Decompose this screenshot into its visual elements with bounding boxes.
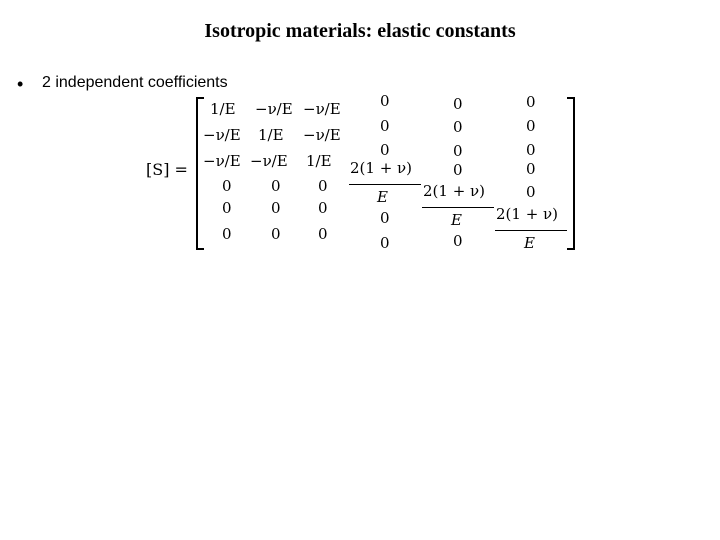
- matrix-cell-r2c6: 0: [526, 117, 536, 135]
- matrix-cell-r4c4-num: 2(1 + ν): [350, 159, 413, 177]
- matrix-cell-r3c3: 1/E: [306, 152, 332, 170]
- matrix-cell-r6c2: 0: [271, 225, 281, 243]
- matrix-cell-r1c5: 0: [453, 95, 463, 113]
- matrix-cell-r4c1: 0: [222, 177, 232, 195]
- matrix-cell-r3c5: 0: [453, 142, 463, 160]
- matrix-cell-r5c4: 0: [380, 209, 390, 227]
- matrix-cell-r5c1: 0: [222, 199, 232, 217]
- matrix-cell-r4c4-den: E: [377, 188, 388, 206]
- matrix-cell-r4c2: 0: [271, 177, 281, 195]
- bullet-text: 2 independent coefficients: [42, 74, 228, 91]
- matrix-right-bracket: [567, 97, 575, 250]
- matrix-cell-r2c1: −ν/E: [203, 126, 241, 144]
- matrix-cell-r6c1: 0: [222, 225, 232, 243]
- slide-title: Isotropic materials: elastic constants: [204, 20, 516, 42]
- matrix-cell-r1c1: 1/E: [210, 100, 236, 118]
- matrix-left-bracket: [196, 97, 204, 250]
- bullet-marker: •: [17, 74, 24, 94]
- matrix-cell-r5c3: 0: [318, 199, 328, 217]
- matrix-cell-r6c6-fraction-bar: [495, 230, 567, 231]
- matrix-lhs: [S] =: [146, 160, 188, 179]
- matrix-cell-r4c5: 0: [453, 161, 463, 179]
- matrix-cell-r1c6: 0: [526, 93, 536, 111]
- matrix-cell-r3c6: 0: [526, 141, 536, 159]
- matrix-cell-r6c4: 0: [380, 234, 390, 252]
- matrix-cell-r6c3: 0: [318, 225, 328, 243]
- matrix-cell-r5c2: 0: [271, 199, 281, 217]
- matrix-cell-r4c4-fraction-bar: [349, 184, 421, 185]
- matrix-cell-r2c4: 0: [380, 117, 390, 135]
- matrix-cell-r1c2: −ν/E: [255, 100, 293, 118]
- matrix-cell-r3c2: −ν/E: [250, 152, 288, 170]
- matrix-cell-r5c5-fraction-bar: [422, 207, 494, 208]
- matrix-cell-r2c3: −ν/E: [303, 126, 341, 144]
- matrix-cell-r1c3: −ν/E: [303, 100, 341, 118]
- matrix-cell-r5c5-den: E: [451, 211, 462, 229]
- matrix-cell-r2c2: 1/E: [258, 126, 284, 144]
- matrix-cell-r3c1: −ν/E: [203, 152, 241, 170]
- matrix-cell-r5c5-num: 2(1 + ν): [423, 182, 486, 200]
- matrix-cell-r3c4: 0: [380, 141, 390, 159]
- matrix-cell-r2c5: 0: [453, 118, 463, 136]
- matrix-cell-r4c3: 0: [318, 177, 328, 195]
- matrix-cell-r6c6-num: 2(1 + ν): [496, 205, 559, 223]
- matrix-cell-r1c4: 0: [380, 92, 390, 110]
- matrix-cell-r4c6: 0: [526, 160, 536, 178]
- matrix-cell-r5c6: 0: [526, 183, 536, 201]
- matrix-cell-r6c6-den: E: [524, 234, 535, 252]
- matrix-cell-r6c5: 0: [453, 232, 463, 250]
